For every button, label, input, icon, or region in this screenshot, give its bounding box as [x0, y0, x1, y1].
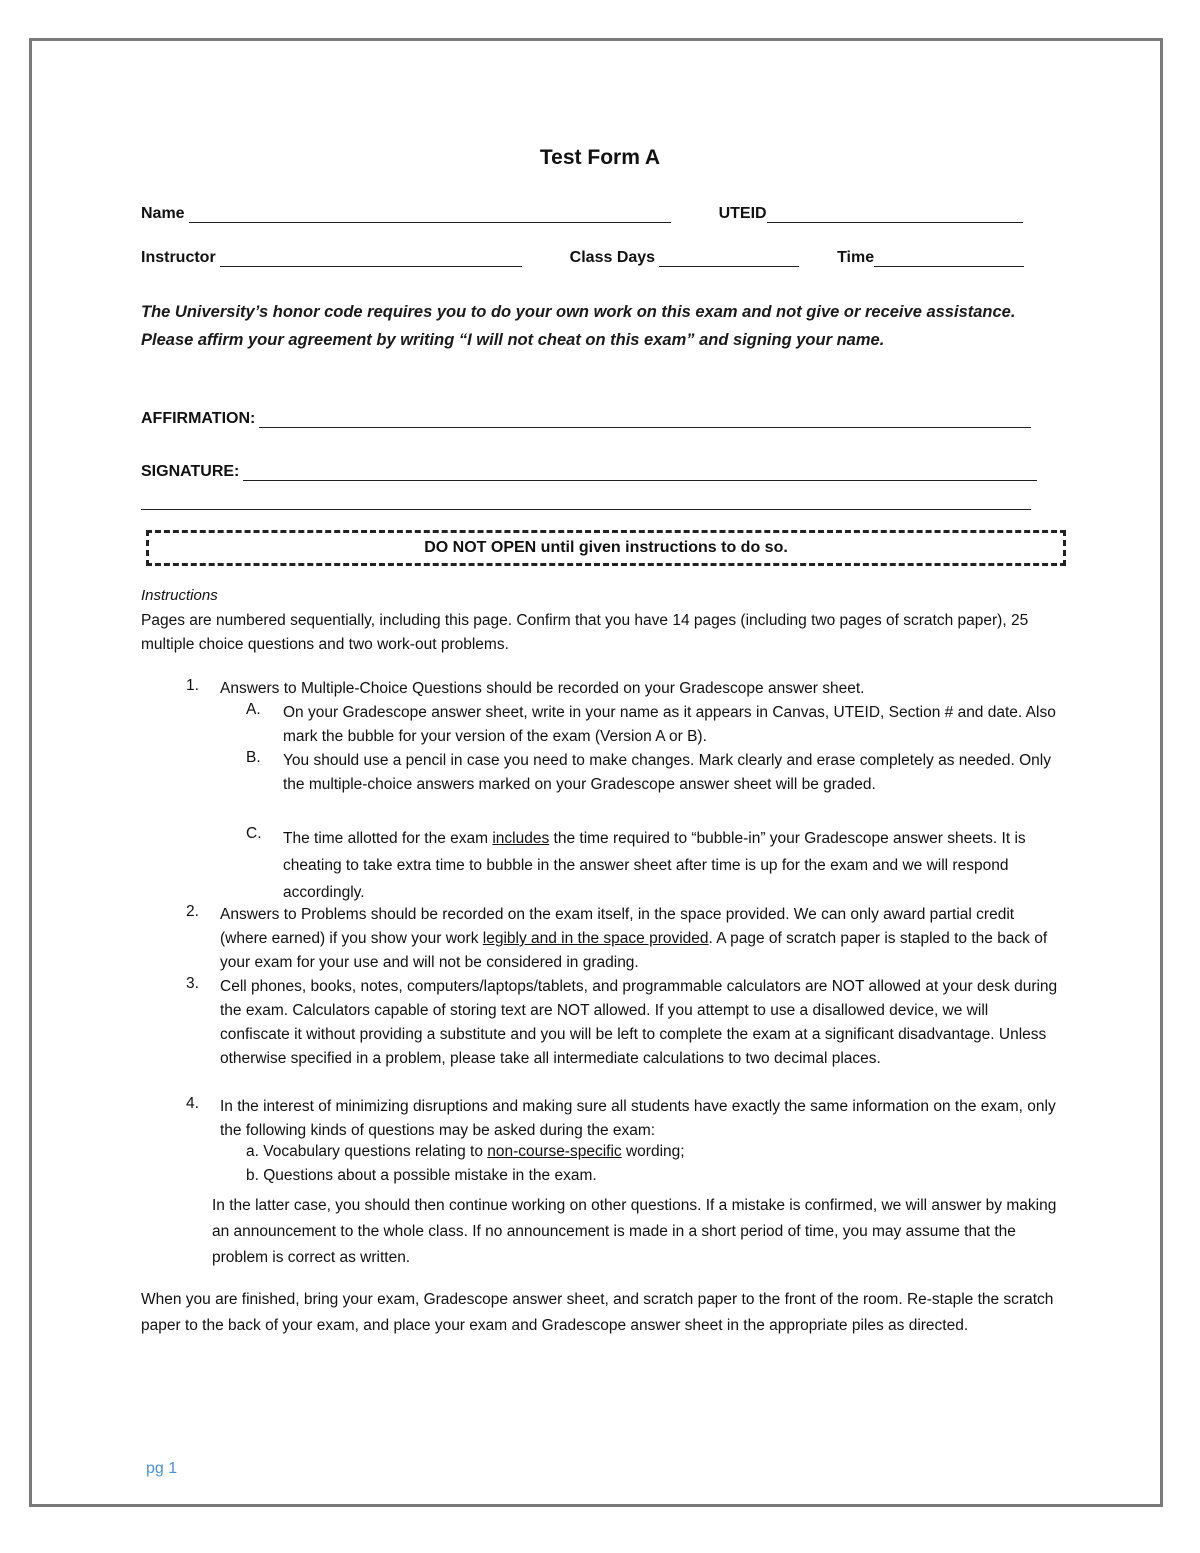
honor-code-text: The University’s honor code requires you to do your own work on this exam and not give or receive assistance. Please affirm your agreement by writing “I will not cheat on this exam” and signing your name.	[141, 303, 1016, 349]
uteid-label: UTEID	[718, 205, 767, 222]
item-1a-label: A.	[246, 701, 261, 718]
instructions-heading: Instructions	[141, 587, 218, 604]
item-4b-text: b. Questions about a possible mistake in the exam.	[246, 1167, 597, 1184]
item-1-text: Answers to Multiple-Choice Questions should be recorded on your Gradescope answer sheet.	[220, 680, 865, 697]
class-days-field[interactable]	[659, 250, 799, 267]
item-4-text: In the interest of minimizing disruptions and making sure all students have exactly the same information on the exam, only the following kinds of questions may be asked during the exam:	[220, 1098, 1056, 1139]
instructor-row	[141, 249, 1024, 267]
affirmation-label: AFFIRMATION:	[141, 410, 256, 427]
item-1c-label: C.	[246, 825, 262, 842]
page-title: Test Form A	[539, 146, 661, 169]
do-not-open-notice: DO NOT OPEN until given instructions to do so.	[146, 530, 1066, 566]
signature-row	[141, 463, 1037, 481]
signature-label: SIGNATURE:	[141, 463, 240, 480]
signature-field[interactable]	[243, 464, 1037, 481]
instructions-intro: Pages are numbered sequentially, including this page. Confirm that you have 14 pages (including two pages of scratch paper), 25 multiple choice questions and two work-out problems.	[141, 612, 1029, 653]
item-2-text: Answers to Problems should be recorded on the exam itself, in the space provided. We can only award partial credit (where earned) if you show your work legibly and in the space provided. A page of scratch paper is stapled to the back of your exam for your use and will not be considered in grading.	[220, 906, 1048, 971]
item-1b-text: You should use a pencil in case you need to make changes. Mark clearly and erase completely as needed. Only the multiple-choice answers marked on your Gradescope answer sheet will be graded.	[283, 752, 1051, 793]
name-label: Name	[141, 205, 185, 222]
item-1c-text: The time allotted for the exam includes the time required to “bubble-in” your Gradescope answer sheets. It is cheating to take extra time to bubble in the answer sheet after time is up for the exam and we will respond accordingly.	[283, 830, 1026, 901]
item-1b-label: B.	[246, 749, 261, 766]
item-4a-text: a. Vocabulary questions relating to non-course-specific wording;	[246, 1143, 685, 1160]
name-row	[141, 205, 1023, 223]
signature-extra-line	[141, 509, 1031, 510]
instructor-label: Instructor	[141, 249, 216, 266]
item-1-number: 1.	[186, 677, 199, 694]
affirmation-field[interactable]	[259, 411, 1031, 428]
item-2-number: 2.	[186, 903, 199, 920]
affirmation-row	[141, 410, 1031, 428]
item-4-followup: In the latter case, you should then continue working on other questions. If a mistake is confirmed, we will answer by making an announcement to the whole class. If no announcement is made in a short period of time, you may assume that the problem is correct as written.	[212, 1197, 1057, 1266]
name-field[interactable]	[189, 206, 671, 223]
time-label: Time	[837, 249, 875, 266]
class-days-label: Class Days	[569, 249, 656, 266]
uteid-field[interactable]	[767, 206, 1023, 223]
page-number: pg 1	[146, 1460, 178, 1477]
item-4-number: 4.	[186, 1095, 199, 1112]
item-3-number: 3.	[186, 975, 199, 992]
time-field[interactable]	[874, 250, 1024, 267]
item-3-text: Cell phones, books, notes, computers/laptops/tablets, and programmable calculators are NOT allowed at your desk during the exam. Calculators capable of storing text are NOT allowed. If you attempt to use a disallowed device, we will confiscate it without providing a substitute and you will be left to complete the exam at a significant disadvantage. Unless otherwise specified in a problem, please take all intermediate calculations to two decimal places.	[220, 978, 1058, 1067]
instructor-field[interactable]	[220, 250, 522, 267]
closing-text: When you are finished, bring your exam, Gradescope answer sheet, and scratch paper to the front of the room. Re-staple the scratch paper to the back of your exam, and place your exam and Gradescope answer sheet in the appropriate piles as directed.	[141, 1291, 1054, 1334]
item-1a-text: On your Gradescope answer sheet, write in your name as it appears in Canvas, UTEID, Section # and date. Also mark the bubble for your version of the exam (Version A or B).	[283, 704, 1056, 745]
